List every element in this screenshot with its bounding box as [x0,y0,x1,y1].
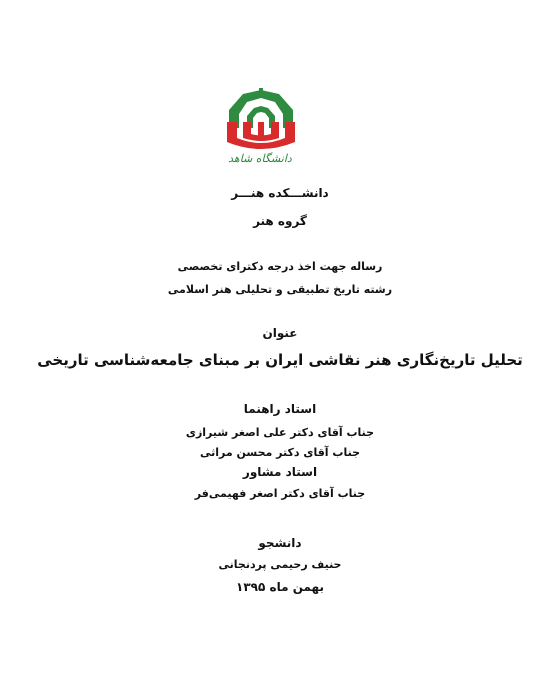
title-label: عنوان [262,326,298,340]
department-name: گروه هنر [253,214,307,228]
advisor-name: جناب آقای دکتر اصغر فهیمی‌فر [194,487,366,500]
logo-caption: دانشگاه شاهد [228,152,292,165]
university-emblem-icon [221,88,301,152]
thesis-title: تحلیل تاریخ‌نگاری هنر نقاشی ایران بر مبنای جامعه‌شناسی تاریخی [37,351,523,369]
supervisor-name: جناب آقای دکتر علی اصغر شیرازی [185,426,375,439]
student-name: حنیف رحیمی پردنجانی [218,558,342,571]
supervisor-label: استاد راهنما [243,402,317,416]
thesis-purpose: رساله جهت اخذ درجه دکترای تخصصی [177,260,383,273]
supervisor-name: جناب آقای دکتر محسن مراثی [200,446,360,459]
advisor-label: استاد مشاور [242,465,318,479]
student-label: دانشجو [258,536,302,550]
field-of-study: رشته تاریخ تطبیقی و تحلیلی هنر اسلامی [167,283,393,296]
submission-date: بهمن ماه ۱۳۹۵ [236,580,324,594]
faculty-name: دانشـــکده هنـــر [231,186,329,200]
